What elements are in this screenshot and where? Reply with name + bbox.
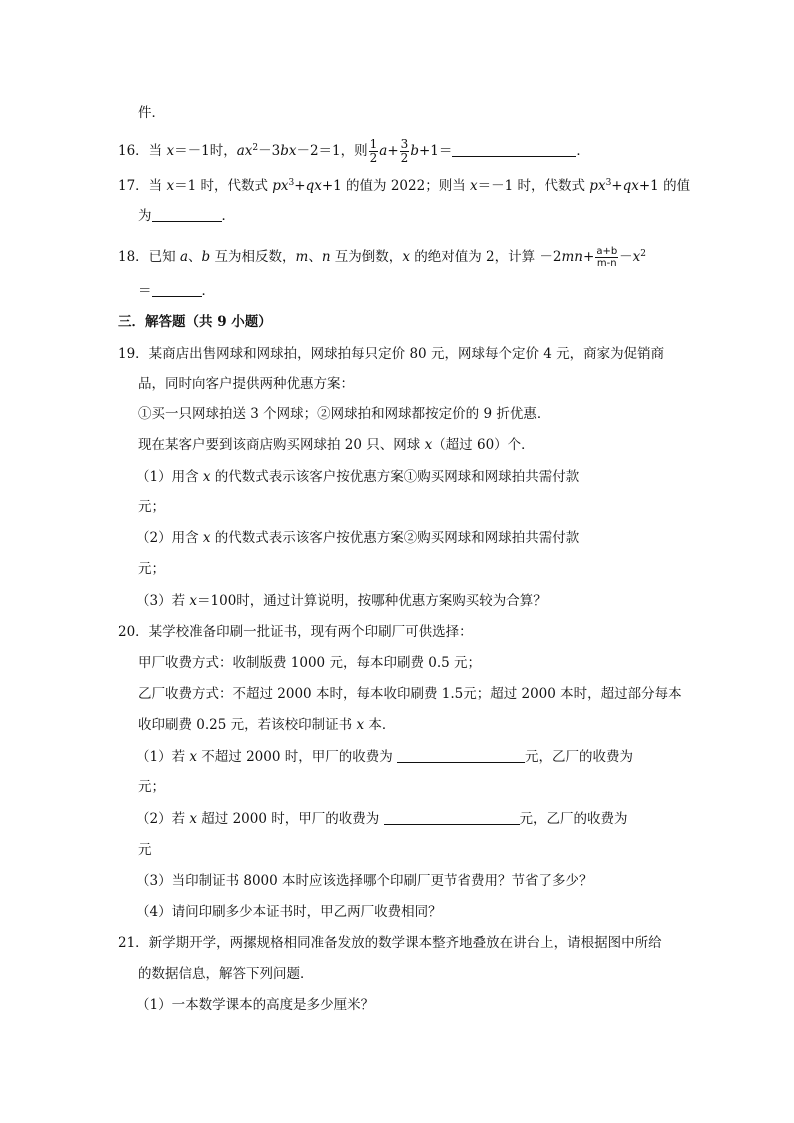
text-line: ①买一只网球拍送 3 个网球；②网球拍和网球都按定价的 9 折优惠． — [138, 406, 551, 422]
sub-question: （2）若 x 超过 2000 时，甲厂的收费为 元，乙厂的收费为 — [136, 811, 628, 827]
answer-blank[interactable] — [397, 749, 525, 763]
sub-question: （3）当印制证书 8000 本时应该选择哪个印刷厂更节省费用？节省了多少？ — [136, 873, 593, 889]
sub-question: （1）用含 x 的代数式表示该客户按优惠方案①购买网球和网球拍共需付款 — [136, 469, 580, 485]
text-line: 品，同时向客户提供两种优惠方案： — [138, 376, 354, 392]
sub-question: （1）若 x 不超过 2000 时，甲厂的收费为 元，乙厂的收费为 — [136, 749, 634, 765]
text-line: 件． — [138, 105, 165, 121]
sub-question: （3）若 x＝100时，通过计算说明，按哪种优惠方案购买较为合算？ — [136, 593, 547, 609]
text-line: 收印刷费 0.25 元，若该校印制证书 x 本． — [138, 717, 396, 733]
question-19: 19．某商店出售网球和网球拍，网球拍每只定价 80 元，网球每个定价 4 元，商家为促销商 — [118, 346, 665, 362]
text-line: 元 — [138, 842, 152, 858]
answer-blank[interactable] — [384, 811, 520, 825]
question-17-cont: 为 ． — [138, 208, 235, 224]
question-20: 20．某学校准备印刷一批证书，现有两个印刷厂可供选择： — [118, 624, 473, 640]
sub-question: （1）一本数学课本的高度是多少厘米？ — [136, 997, 375, 1013]
question-18-cont: ＝ ． — [138, 283, 215, 299]
question-21: 21．新学期开学，两摞规格相同准备发放的数学课本整齐地叠放在讲台上，请根据图中所给 — [118, 935, 662, 951]
question-18: 18．已知 a、b 互为相反数，m、n 互为倒数，x 的绝对值为 2，计算 －2mn+ $\frac{a+b}{m-n}$ $-x^2$ — [118, 246, 647, 269]
sub-question: （2）用含 x 的代数式表示该客户按优惠方案②购买网球和网球拍共需付款 — [136, 530, 580, 546]
sub-question: （4）请问印刷多少本证书时，甲乙两厂收费相同？ — [136, 904, 442, 920]
section-heading: 三．解答题（共 9 小题） — [118, 314, 272, 330]
text-line: 元； — [138, 779, 165, 795]
question-16: 16．当 x＝－1时，$ax^2-3bx-2=1$，则 $\frac{1}{2}$ a+ $\frac{3}{2}$ b+1＝ ． — [118, 137, 590, 165]
answer-blank[interactable] — [152, 208, 222, 222]
text-line: 乙厂收费方式：不超过 2000 本时，每本收印刷费 1.5元；超过 2000 本时，超过部分每本 — [138, 686, 682, 702]
answer-blank[interactable] — [152, 283, 202, 297]
text-line: 现在某客户要到该商店购买网球拍 20 只、网球 x（超过 60）个． — [138, 437, 535, 453]
text-line: 元； — [138, 561, 165, 577]
fraction: $\frac{3}{2}$ — [400, 137, 409, 165]
text-line: 甲厂收费方式：收制版费 1000 元，每本印刷费 0.5 元； — [138, 655, 481, 671]
answer-blank[interactable] — [452, 143, 576, 157]
question-17: 17．当 x＝1 时，代数式 $px^3+qx+1$ 的值为 2022；则当 x＝－1 时，代数式 $px^3+qx+1$ 的值 — [118, 178, 691, 194]
text-line: 的数据信息，解答下列问题． — [138, 966, 314, 982]
text-line: 元； — [138, 499, 165, 515]
fraction: $\frac{a+b}{m-n}$ — [596, 246, 618, 269]
fraction: $\frac{1}{2}$ — [369, 137, 378, 165]
